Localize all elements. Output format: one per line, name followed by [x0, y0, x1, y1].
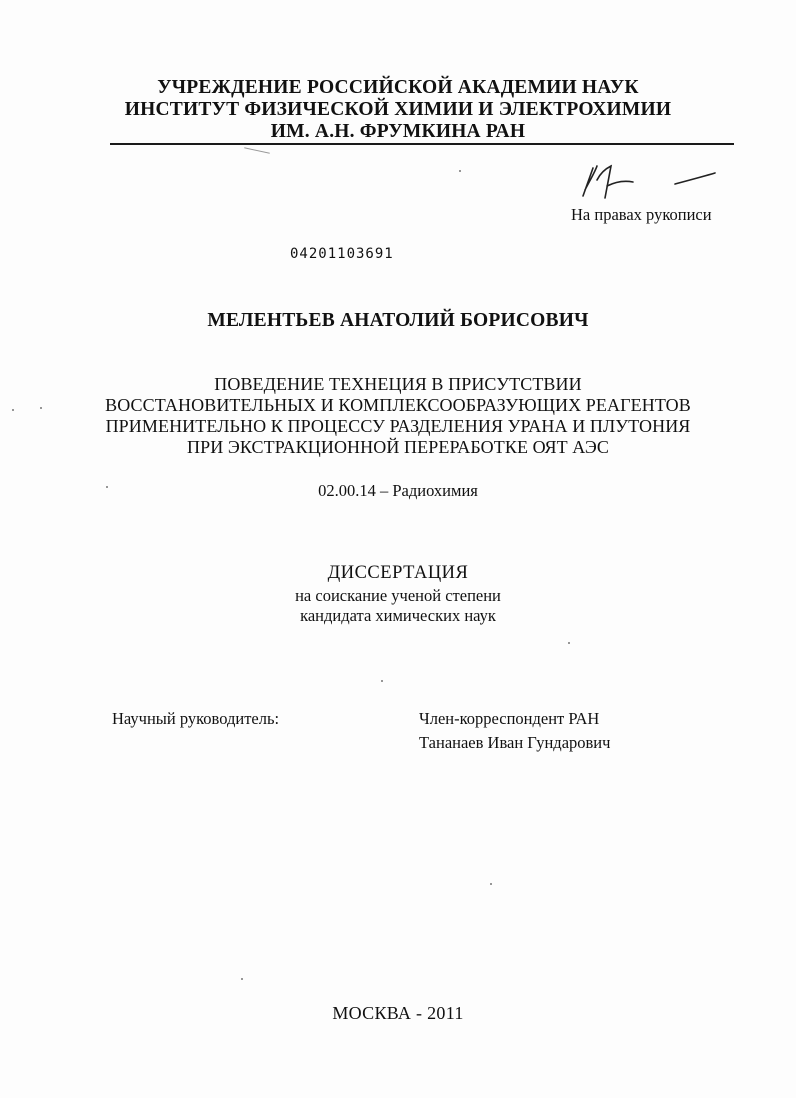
supervisor-label: Научный руководитель: — [112, 709, 280, 728]
scan-speck — [459, 170, 461, 172]
supervisor-rank: Член-корреспондент РАН — [419, 709, 600, 728]
supervisor-name: Тананаев Иван Гундарович — [419, 733, 611, 752]
degree-line-1: на соискание ученой степени — [295, 586, 501, 605]
scan-speck — [490, 883, 492, 885]
title-line-3: ПРИМЕНИТЕЛЬНО К ПРОЦЕССУ РАЗДЕЛЕНИЯ УРАНА И ПЛУТОНИЯ — [105, 416, 691, 436]
title-line-2: ВОССТАНОВИТЕЛЬНЫХ И КОМПЛЕКСООБРАЗУЮЩИХ РЕАГЕНТОВ — [105, 395, 691, 415]
institution-line-2: ИНСТИТУТ ФИЗИЧЕСКОЙ ХИМИИ И ЭЛЕКТРОХИМИИ — [124, 99, 672, 120]
header-rule — [110, 143, 734, 145]
scan-speck — [106, 486, 108, 488]
handwritten-signature — [575, 160, 725, 205]
manuscript-note: На правах рукописи — [571, 205, 712, 224]
specialty-code: 02.00.14 – Радиохимия — [318, 481, 478, 500]
scan-speck — [40, 407, 42, 409]
title-line-1: ПОВЕДЕНИЕ ТЕХНЕЦИЯ В ПРИСУТСТВИИ — [214, 374, 582, 394]
institution-line-3: ИМ. А.Н. ФРУМКИНА РАН — [270, 121, 526, 142]
scan-speck — [241, 978, 243, 980]
degree-line-2: кандидата химических наук — [300, 606, 496, 625]
scan-speck — [12, 409, 14, 411]
city-year: МОСКВА - 2011 — [332, 1003, 464, 1023]
institution-line-1: УЧРЕЖДЕНИЕ РОССИЙСКОЙ АКАДЕМИИ НАУК — [157, 77, 639, 98]
scan-speck — [568, 642, 570, 644]
dissertation-heading: ДИССЕРТАЦИЯ — [327, 563, 469, 583]
author-name: МЕЛЕНТЬЕВ АНАТОЛИЙ БОРИСОВИЧ — [207, 310, 589, 331]
scan-mark — [244, 147, 270, 153]
title-line-4: ПРИ ЭКСТРАКЦИОННОЙ ПЕРЕРАБОТКЕ ОЯТ АЭС — [186, 437, 610, 457]
scan-speck — [381, 680, 383, 682]
serial-number: 04201103691 — [290, 246, 394, 262]
